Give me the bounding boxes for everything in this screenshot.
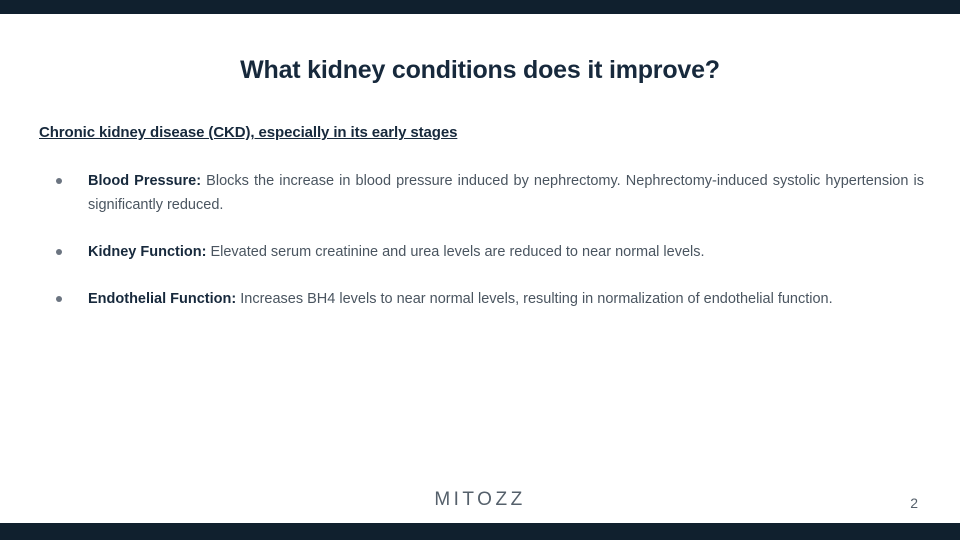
- list-item-body: Elevated serum creatinine and urea levels are reduced to near normal levels.: [206, 244, 705, 260]
- slide-title: What kidney conditions does it improve?: [240, 56, 720, 84]
- bottom-accent-bar: [0, 523, 960, 540]
- list-item-body: Blocks the increase in blood pressure induced by nephrectomy. Nephrectomy-induced systolic hypertension is significantly reduced.: [88, 173, 924, 213]
- slide-content: [0, 14, 960, 523]
- list-item: [39, 169, 924, 217]
- slide-subtitle: Chronic kidney disease (CKD), especially in its early stages: [39, 124, 458, 141]
- list-item-lead: Endothelial Function:: [88, 291, 237, 307]
- page-number: 2: [910, 495, 918, 511]
- bullet-dot-icon: [56, 296, 62, 302]
- footer-logo: MITOZZ: [434, 489, 526, 510]
- list-item-lead: Kidney Function:: [88, 244, 207, 260]
- bullet-dot-icon: [56, 249, 62, 255]
- bullet-list: [39, 169, 924, 311]
- list-item-body: Increases BH4 levels to near normal levels, resulting in normalization of endothelial function.: [236, 291, 833, 307]
- list-item: [39, 287, 924, 311]
- top-accent-bar: [0, 0, 960, 14]
- list-item-lead: Blood Pressure:: [88, 173, 202, 189]
- list-item: [39, 240, 924, 264]
- bullet-dot-icon: [56, 178, 62, 184]
